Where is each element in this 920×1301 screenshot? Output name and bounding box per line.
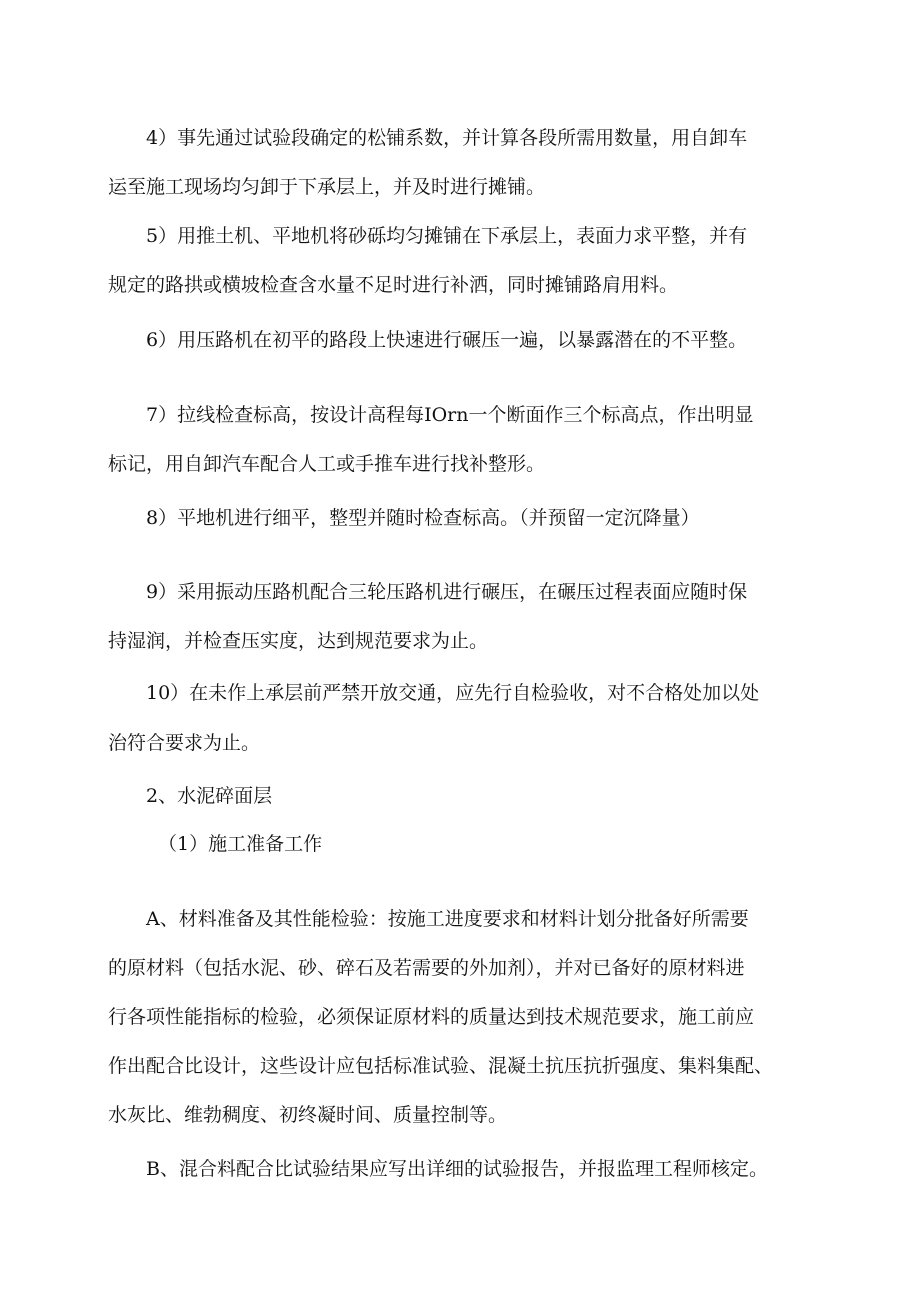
text-line: 9）采用振动压路机配合三轮压路机进行碾压，在碾压过程表面应随时保 <box>146 581 748 603</box>
text-line: 4）事先通过试验段确定的松铺系数，并计算各段所需用数量，用自卸车 <box>146 127 748 149</box>
text-line: 治符合要求为止。 <box>108 732 261 754</box>
text-line: 规定的路拱或横坡检查含水量不足时进行补洒，同时摊铺路肩用料。 <box>108 274 679 296</box>
text-line: 运至施工现场均匀卸于下承层上，并及时进行摊铺。 <box>108 176 546 198</box>
text-line: 5）用推土机、平地机将砂砾均匀摊铺在下承层上，表面力求平整，并有 <box>146 225 748 247</box>
text-line: A、材料准备及其性能检验：按施工进度要求和材料计划分批备好所需要 <box>146 908 749 930</box>
text-line: 标记，用自卸汽车配合人工或手推车进行找补整形。 <box>108 453 546 475</box>
text-line: 水灰比、维勃稠度、初终凝时间、质量控制等。 <box>108 1104 508 1126</box>
text-line: 10）在未作上承层前严禁开放交通，应先行自检验收，对不合格处加以处 <box>146 682 760 704</box>
section-heading: 2、水泥碎面层 <box>146 785 273 807</box>
text-line: B、混合料配合比试验结果应写出详细的试验报告，并报监理工程师核定。 <box>146 1158 768 1180</box>
text-line: 作出配合比设计，这些设计应包括标准试验、混凝土抗压抗折强度、集料集配、 <box>108 1055 774 1077</box>
text-line: 行各项性能指标的检验，必须保证原材料的质量达到技术规范要求，施工前应 <box>108 1006 755 1028</box>
text-line: 持湿润，并检查压实度，达到规范要求为止。 <box>108 630 489 652</box>
subsection-heading: （1）施工准备工作 <box>158 833 323 855</box>
text-line: 6）用压路机在初平的路段上快速进行碾压一遍，以暴露潜在的不平整。 <box>146 329 748 351</box>
text-line: 的原材料（包括水泥、砂、碎石及若需要的外加剂），并对已备好的原材料进 <box>108 957 745 979</box>
text-line: 8）平地机进行细平，整型并随时检查标高。（并预留一定沉降量） <box>146 507 700 529</box>
text-line: 7）拉线检查标高，按设计高程每IOrn一个断面作三个标高点，作出明显 <box>146 404 754 426</box>
